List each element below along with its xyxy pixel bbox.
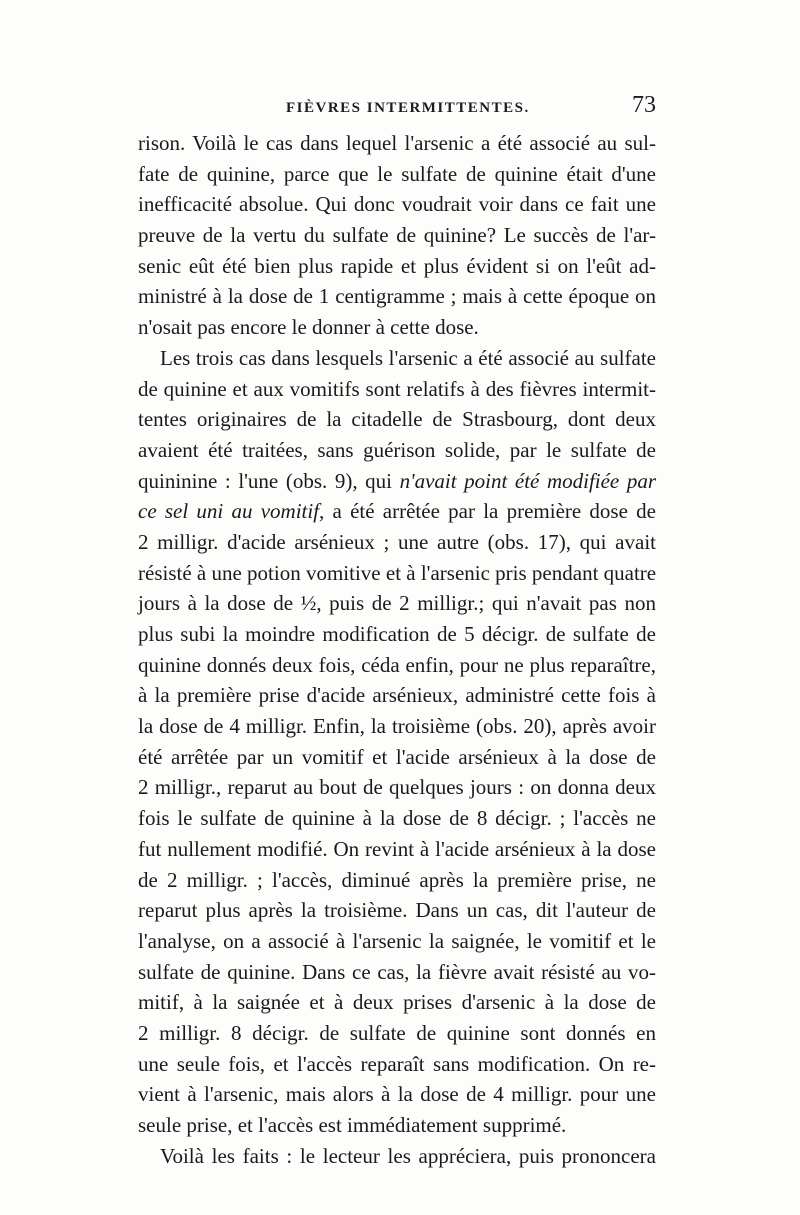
text-line: de quinine et aux vomitifs sont relatifs à des fièvres intermit- xyxy=(138,376,656,401)
text-line: quinine donnés deux fois, céda enfin, pour ne plus reparaître, xyxy=(138,652,656,677)
text-line: fois le sulfate de quinine à la dose de 8 décigr. ; l'accès ne xyxy=(138,806,656,831)
text-line: inefficacité absolue. Qui donc voudrait voir dans ce fait une xyxy=(138,192,656,217)
text-line xyxy=(138,496,656,527)
italic-segment: ce sel uni au vomitif, xyxy=(138,499,325,524)
text-segment: quininine : l'une (obs. 9), qui xyxy=(138,468,400,493)
text-line: preuve de la vertu du sulfate de quinine? Le succès de l'ar- xyxy=(138,223,656,248)
text-line: fut nullement modifié. On revint à l'acide arsénieux à la dose xyxy=(138,836,656,861)
text-line: plus subi la moindre modification de 5 décigr. de sulfate de xyxy=(138,622,656,646)
text-line: avaient été traitées, sans guérison solide, par le sulfate de xyxy=(138,437,656,462)
text-line: résisté à une potion vomitive et à l'arsenic pris pendant quatre xyxy=(138,560,657,585)
running-head xyxy=(138,92,656,122)
text-line xyxy=(138,466,656,497)
text-line: de 2 milligr. ; l'accès, diminué après la première prise, ne xyxy=(138,867,656,892)
text-line: 2 milligr. 8 décigr. de sulfate de quinine sont donnés en xyxy=(138,1020,656,1045)
text-line: senic eût été bien plus rapide et plus évident si on l'eût ad- xyxy=(138,253,656,278)
text-line: ministré à la dose de 1 centigramme ; mais à cette époque on xyxy=(138,284,656,309)
text-line: vient à l'arsenic, mais alors à la dose de 4 milligr. pour une xyxy=(138,1082,656,1107)
text-line: fate de quinine, parce que le sulfate de quinine était d'une xyxy=(138,161,656,186)
text-line: jours à la dose de ½, puis de 2 milligr.; qui n'avait pas non xyxy=(138,591,656,616)
text-line: Les trois cas dans lesquels l'arsenic a été associé au sulfate xyxy=(160,345,656,370)
running-title: FIÈVRES INTERMITTENTES. xyxy=(286,100,530,116)
text-line: à la première prise d'acide arsénieux, administré cette fois à xyxy=(138,683,656,708)
text-line: 2 milligr. d'acide arsénieux ; une autre (obs. 17), qui avait xyxy=(138,529,656,554)
text-line: l'analyse, on a associé à l'arsenic la saignée, le vomitif et le xyxy=(138,928,656,953)
page-number: 73 xyxy=(632,92,656,118)
text-line: été arrêtée par un vomitif et l'acide arsénieux à la dose de xyxy=(138,744,656,769)
text-line: 2 milligr., reparut au bout de quelques jours : on donna deux xyxy=(138,775,656,800)
text-line: la dose de 4 milligr. Enfin, la troisième (obs. 20), après avoir xyxy=(138,714,656,739)
text-line: une seule fois, et l'accès reparaît sans modification. On re- xyxy=(138,1051,656,1076)
text-line: tentes originaires de la citadelle de Strasbourg, dont deux xyxy=(138,407,656,432)
text-line: n'osait pas encore le donner à cette dose. xyxy=(138,315,479,340)
text-line: mitif, à la saignée et à deux prises d'arsenic à la dose de xyxy=(138,990,656,1015)
text-line: seule prise, et l'accès est immédiatement supprimé. xyxy=(138,1113,567,1137)
text-line: reparut plus après la troisième. Dans un cas, dit l'auteur de xyxy=(138,898,656,923)
text-segment: a été arrêtée par la première dose de xyxy=(324,499,656,524)
text-line: rison. Voilà le cas dans lequel l'arsenic a été associé au sul- xyxy=(138,131,656,155)
text-line: sulfate de quinine. Dans ce cas, la fièvre avait résisté au vo- xyxy=(138,959,656,984)
body-text xyxy=(138,128,656,1171)
italic-segment: n'avait point été modifiée par xyxy=(399,468,657,493)
text-line: Voilà les faits : le lecteur les appréciera, puis prononcera xyxy=(160,1143,656,1168)
